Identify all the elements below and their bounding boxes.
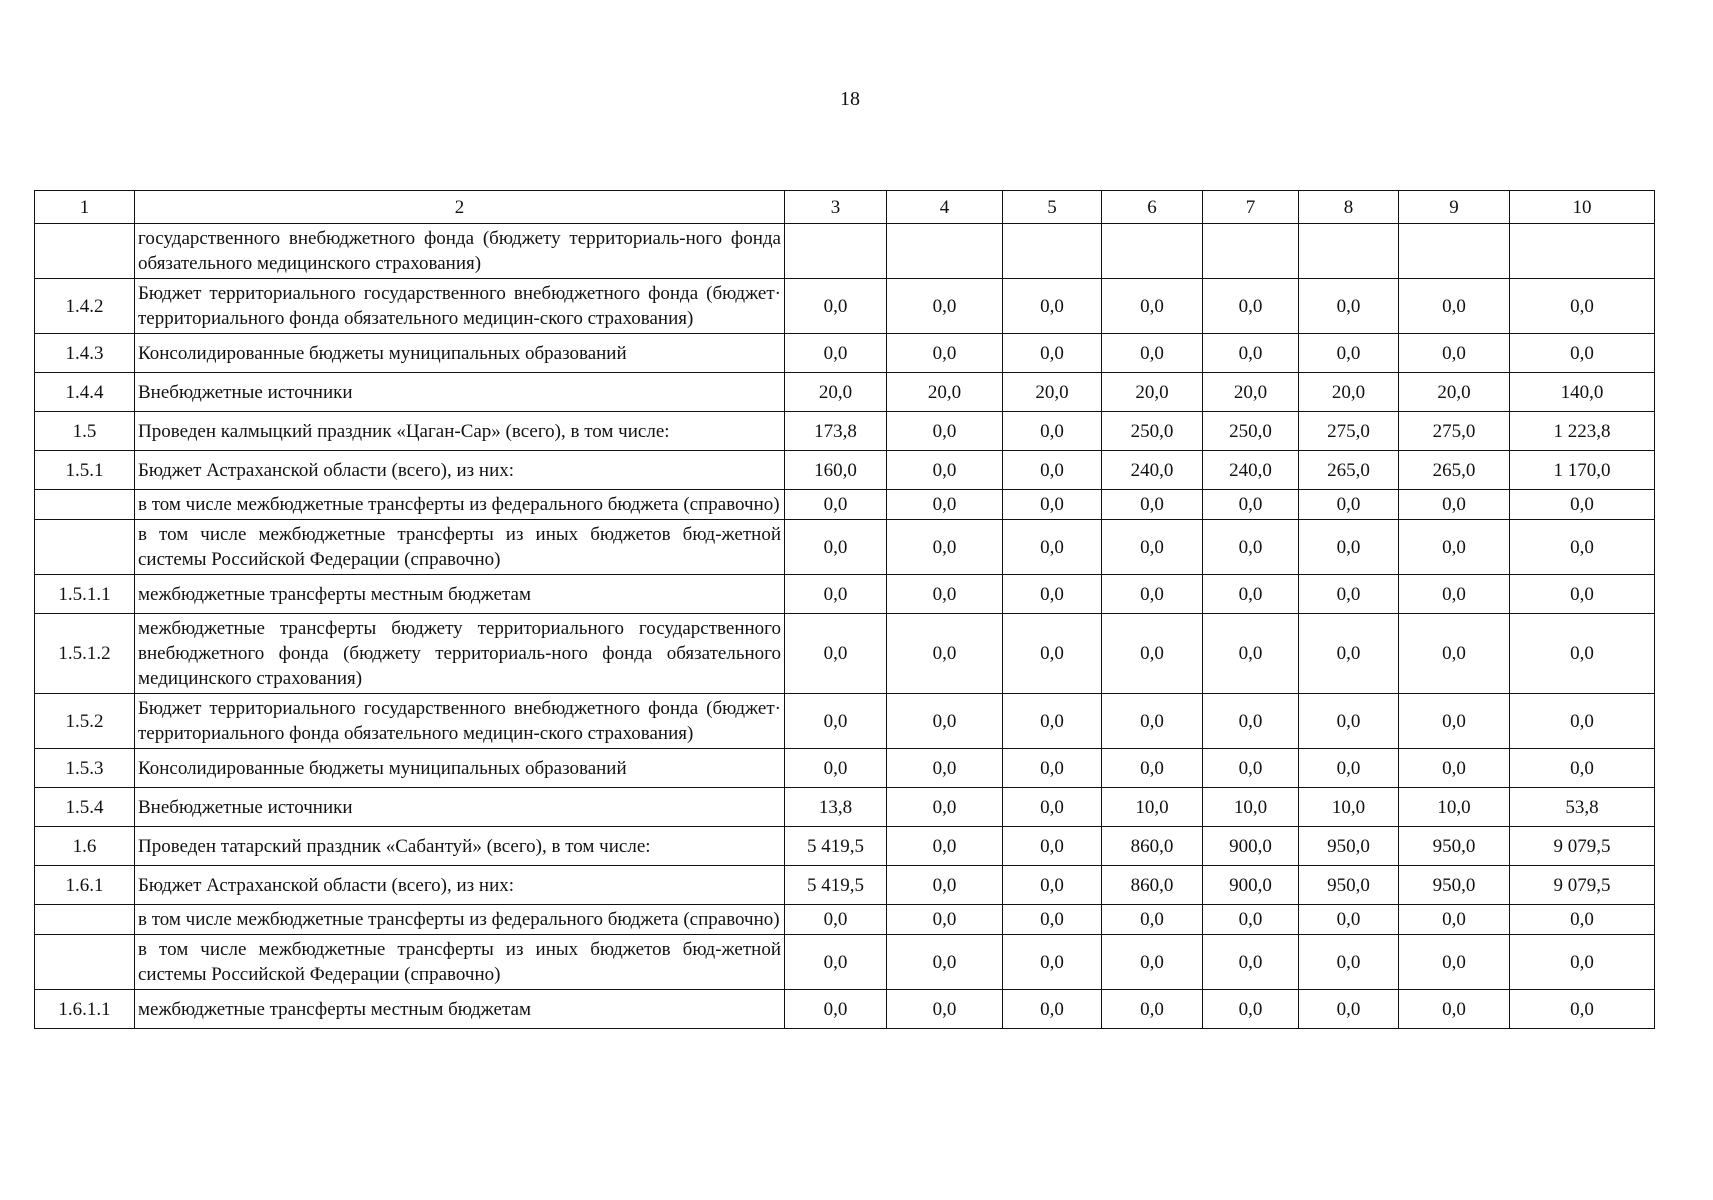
row-value: 0,0 <box>887 694 1003 749</box>
row-value: 0,0 <box>1203 575 1299 614</box>
row-description: Проведен калмыцкий праздник «Цаган-Сар» (всего), в том числе: <box>135 412 785 451</box>
row-value: 0,0 <box>1203 694 1299 749</box>
row-value: 0,0 <box>1203 334 1299 373</box>
column-header: 8 <box>1299 191 1399 224</box>
row-value: 0,0 <box>1203 279 1299 334</box>
row-value: 20,0 <box>785 373 887 412</box>
row-code: 1.5.1.1 <box>35 575 135 614</box>
row-value: 1 223,8 <box>1510 412 1655 451</box>
table-row <box>35 935 1655 990</box>
column-header: 10 <box>1510 191 1655 224</box>
row-value: 0,0 <box>1003 334 1102 373</box>
row-value: 0,0 <box>1299 490 1399 520</box>
row-value: 10,0 <box>1203 788 1299 827</box>
row-value: 0,0 <box>1003 827 1102 866</box>
row-value: 0,0 <box>1299 749 1399 788</box>
row-value: 0,0 <box>1203 490 1299 520</box>
row-value: 950,0 <box>1299 866 1399 905</box>
row-value: 950,0 <box>1299 827 1399 866</box>
row-value: 0,0 <box>1399 575 1510 614</box>
table-row <box>35 490 1655 520</box>
row-value: 240,0 <box>1102 451 1203 490</box>
row-value: 900,0 <box>1203 827 1299 866</box>
row-code: 1.5 <box>35 412 135 451</box>
page-number: 18 <box>840 88 860 110</box>
row-value: 950,0 <box>1399 827 1510 866</box>
row-value: 0,0 <box>785 749 887 788</box>
row-value: 0,0 <box>1003 866 1102 905</box>
row-value: 0,0 <box>785 905 887 935</box>
row-value: 0,0 <box>1003 788 1102 827</box>
row-value: 250,0 <box>1203 412 1299 451</box>
row-description: в том числе межбюджетные трансферты из федерального бюджета (справочно) <box>135 905 785 935</box>
column-header: 7 <box>1203 191 1299 224</box>
column-header: 6 <box>1102 191 1203 224</box>
row-value: 950,0 <box>1399 866 1510 905</box>
row-value: 9 079,5 <box>1510 866 1655 905</box>
column-header: 4 <box>887 191 1003 224</box>
table-body <box>35 224 1655 1029</box>
row-value: 250,0 <box>1102 412 1203 451</box>
row-value: 0,0 <box>1203 990 1299 1029</box>
table-row <box>35 279 1655 334</box>
row-code <box>35 520 135 575</box>
row-value: 0,0 <box>1203 614 1299 694</box>
table-row <box>35 575 1655 614</box>
row-value: 20,0 <box>1399 373 1510 412</box>
table-row <box>35 520 1655 575</box>
row-value: 0,0 <box>1102 520 1203 575</box>
row-value: 0,0 <box>1003 694 1102 749</box>
row-code: 1.6 <box>35 827 135 866</box>
row-value: 0,0 <box>1510 490 1655 520</box>
row-value: 0,0 <box>1003 451 1102 490</box>
table-row <box>35 827 1655 866</box>
table-row <box>35 412 1655 451</box>
row-value: 20,0 <box>1102 373 1203 412</box>
row-value: 0,0 <box>1102 334 1203 373</box>
row-value: 0,0 <box>887 614 1003 694</box>
row-value: 0,0 <box>1399 935 1510 990</box>
row-value: 0,0 <box>887 451 1003 490</box>
row-value: 0,0 <box>1399 694 1510 749</box>
row-value: 0,0 <box>785 935 887 990</box>
row-value: 0,0 <box>1102 935 1203 990</box>
row-value: 0,0 <box>1203 520 1299 575</box>
row-value: 10,0 <box>1299 788 1399 827</box>
row-description: межбюджетные трансферты бюджету территориального государственного внебюджетного фонда (бюджету территориаль-ного фонда обязательного медицинского страхования) <box>135 614 785 694</box>
row-value: 5 419,5 <box>785 866 887 905</box>
row-value: 265,0 <box>1299 451 1399 490</box>
row-value: 0,0 <box>887 935 1003 990</box>
row-value: 0,0 <box>1102 990 1203 1029</box>
row-value <box>1510 224 1655 279</box>
row-value: 0,0 <box>1399 990 1510 1029</box>
row-value: 0,0 <box>1399 749 1510 788</box>
row-value: 0,0 <box>785 614 887 694</box>
row-code: 1.6.1.1 <box>35 990 135 1029</box>
row-value: 0,0 <box>785 990 887 1029</box>
row-value: 160,0 <box>785 451 887 490</box>
row-description: Бюджет Астраханской области (всего), из них: <box>135 451 785 490</box>
row-value: 0,0 <box>1003 520 1102 575</box>
row-description: Консолидированные бюджеты муниципальных образований <box>135 334 785 373</box>
row-value: 0,0 <box>1399 490 1510 520</box>
header-row <box>35 191 1655 224</box>
row-value: 10,0 <box>1102 788 1203 827</box>
row-description: Внебюджетные источники <box>135 788 785 827</box>
row-value: 275,0 <box>1399 412 1510 451</box>
row-code <box>35 935 135 990</box>
row-value: 0,0 <box>1510 575 1655 614</box>
row-value: 275,0 <box>1299 412 1399 451</box>
row-value: 0,0 <box>785 279 887 334</box>
table-row <box>35 334 1655 373</box>
row-value: 0,0 <box>1510 749 1655 788</box>
row-value: 0,0 <box>1102 905 1203 935</box>
row-code: 1.6.1 <box>35 866 135 905</box>
row-value: 0,0 <box>1299 990 1399 1029</box>
row-code: 1.4.3 <box>35 334 135 373</box>
row-value: 0,0 <box>887 412 1003 451</box>
table-row <box>35 866 1655 905</box>
row-value: 0,0 <box>785 520 887 575</box>
table-row <box>35 224 1655 279</box>
row-value: 0,0 <box>1003 935 1102 990</box>
row-value: 0,0 <box>1102 575 1203 614</box>
row-value: 0,0 <box>1102 490 1203 520</box>
row-value: 173,8 <box>785 412 887 451</box>
table-row <box>35 614 1655 694</box>
row-description: государственного внебюджетного фонда (бюджету территориаль-ного фонда обязательного медицинского страхования) <box>135 224 785 279</box>
row-value: 0,0 <box>1510 935 1655 990</box>
row-value: 0,0 <box>1203 749 1299 788</box>
row-value: 0,0 <box>1003 749 1102 788</box>
row-value: 53,8 <box>1510 788 1655 827</box>
row-value: 860,0 <box>1102 866 1203 905</box>
row-value: 0,0 <box>1299 905 1399 935</box>
row-value: 20,0 <box>1203 373 1299 412</box>
row-value: 20,0 <box>1299 373 1399 412</box>
row-value: 0,0 <box>1399 905 1510 935</box>
row-value: 0,0 <box>887 279 1003 334</box>
row-value <box>1203 224 1299 279</box>
row-description: Бюджет Астраханской области (всего), из них: <box>135 866 785 905</box>
row-value: 9 079,5 <box>1510 827 1655 866</box>
row-code: 1.5.4 <box>35 788 135 827</box>
row-value: 0,0 <box>1003 614 1102 694</box>
row-value: 0,0 <box>1102 749 1203 788</box>
column-header: 5 <box>1003 191 1102 224</box>
table-row <box>35 451 1655 490</box>
row-description: в том числе межбюджетные трансферты из иных бюджетов бюд-жетной системы Российской Федерации (справочно) <box>135 935 785 990</box>
row-value: 0,0 <box>785 490 887 520</box>
row-value: 13,8 <box>785 788 887 827</box>
table-row <box>35 788 1655 827</box>
row-value: 0,0 <box>1299 935 1399 990</box>
row-code: 1.4.4 <box>35 373 135 412</box>
row-value <box>1102 224 1203 279</box>
column-header: 2 <box>135 191 785 224</box>
row-value: 0,0 <box>1102 279 1203 334</box>
table-row <box>35 694 1655 749</box>
row-value: 860,0 <box>1102 827 1203 866</box>
table-row <box>35 905 1655 935</box>
column-header: 9 <box>1399 191 1510 224</box>
row-value: 0,0 <box>1510 905 1655 935</box>
row-description: в том числе межбюджетные трансферты из федерального бюджета (справочно) <box>135 490 785 520</box>
row-value <box>1003 224 1102 279</box>
row-value: 0,0 <box>1399 614 1510 694</box>
row-value: 0,0 <box>1299 520 1399 575</box>
row-value: 20,0 <box>1003 373 1102 412</box>
row-value: 0,0 <box>1299 334 1399 373</box>
row-description: Проведен татарский праздник «Сабантуй» (всего), в том числе: <box>135 827 785 866</box>
row-description: межбюджетные трансферты местным бюджетам <box>135 575 785 614</box>
row-value: 0,0 <box>1203 905 1299 935</box>
row-value: 0,0 <box>1102 614 1203 694</box>
row-code <box>35 224 135 279</box>
row-description: Консолидированные бюджеты муниципальных образований <box>135 749 785 788</box>
row-value: 0,0 <box>887 827 1003 866</box>
row-value: 0,0 <box>785 334 887 373</box>
row-value: 0,0 <box>887 490 1003 520</box>
column-header: 1 <box>35 191 135 224</box>
row-value: 0,0 <box>1003 279 1102 334</box>
row-code: 1.5.3 <box>35 749 135 788</box>
row-value: 0,0 <box>887 575 1003 614</box>
row-code <box>35 490 135 520</box>
row-value: 0,0 <box>1203 935 1299 990</box>
row-value: 265,0 <box>1399 451 1510 490</box>
row-code: 1.5.1.2 <box>35 614 135 694</box>
table-row <box>35 990 1655 1029</box>
row-code: 1.5.1 <box>35 451 135 490</box>
row-value: 0,0 <box>1299 575 1399 614</box>
row-value <box>887 224 1003 279</box>
row-description: межбюджетные трансферты местным бюджетам <box>135 990 785 1029</box>
row-value <box>1399 224 1510 279</box>
row-value: 0,0 <box>1003 905 1102 935</box>
row-value: 0,0 <box>1003 990 1102 1029</box>
row-value: 0,0 <box>887 520 1003 575</box>
row-value: 0,0 <box>1399 520 1510 575</box>
row-value: 0,0 <box>1003 490 1102 520</box>
row-description: Внебюджетные источники <box>135 373 785 412</box>
row-code: 1.5.2 <box>35 694 135 749</box>
row-value: 0,0 <box>1102 694 1203 749</box>
column-header: 3 <box>785 191 887 224</box>
row-value: 0,0 <box>887 334 1003 373</box>
row-value: 0,0 <box>887 990 1003 1029</box>
row-value: 0,0 <box>1299 279 1399 334</box>
row-value: 0,0 <box>887 788 1003 827</box>
row-value: 0,0 <box>785 694 887 749</box>
row-value: 240,0 <box>1203 451 1299 490</box>
row-value: 0,0 <box>1510 614 1655 694</box>
row-value: 0,0 <box>1510 334 1655 373</box>
row-value: 20,0 <box>887 373 1003 412</box>
row-value: 140,0 <box>1510 373 1655 412</box>
row-value: 0,0 <box>1510 990 1655 1029</box>
table-row <box>35 749 1655 788</box>
row-description: Бюджет территориального государственного внебюджетного фонда (бюджет· территориального фонда обязательного медицин-ского страхования) <box>135 279 785 334</box>
row-code: 1.4.2 <box>35 279 135 334</box>
row-value: 0,0 <box>1510 279 1655 334</box>
row-description: в том числе межбюджетные трансферты из иных бюджетов бюд-жетной системы Российской Федерации (справочно) <box>135 520 785 575</box>
row-value: 0,0 <box>1299 614 1399 694</box>
row-code <box>35 905 135 935</box>
table-row <box>35 373 1655 412</box>
row-value: 1 170,0 <box>1510 451 1655 490</box>
row-value: 0,0 <box>1510 520 1655 575</box>
row-value <box>1299 224 1399 279</box>
row-value: 10,0 <box>1399 788 1510 827</box>
row-value: 0,0 <box>1399 279 1510 334</box>
row-value: 0,0 <box>887 905 1003 935</box>
row-description: Бюджет территориального государственного внебюджетного фонда (бюджет· территориального фонда обязательного медицин-ского страхования) <box>135 694 785 749</box>
budget-table <box>34 190 1655 1029</box>
row-value: 0,0 <box>785 575 887 614</box>
row-value: 0,0 <box>1003 575 1102 614</box>
row-value: 0,0 <box>887 749 1003 788</box>
row-value: 5 419,5 <box>785 827 887 866</box>
row-value: 900,0 <box>1203 866 1299 905</box>
row-value: 0,0 <box>1003 412 1102 451</box>
row-value: 0,0 <box>1299 694 1399 749</box>
row-value: 0,0 <box>887 866 1003 905</box>
row-value: 0,0 <box>1510 694 1655 749</box>
row-value <box>785 224 887 279</box>
row-value: 0,0 <box>1399 334 1510 373</box>
